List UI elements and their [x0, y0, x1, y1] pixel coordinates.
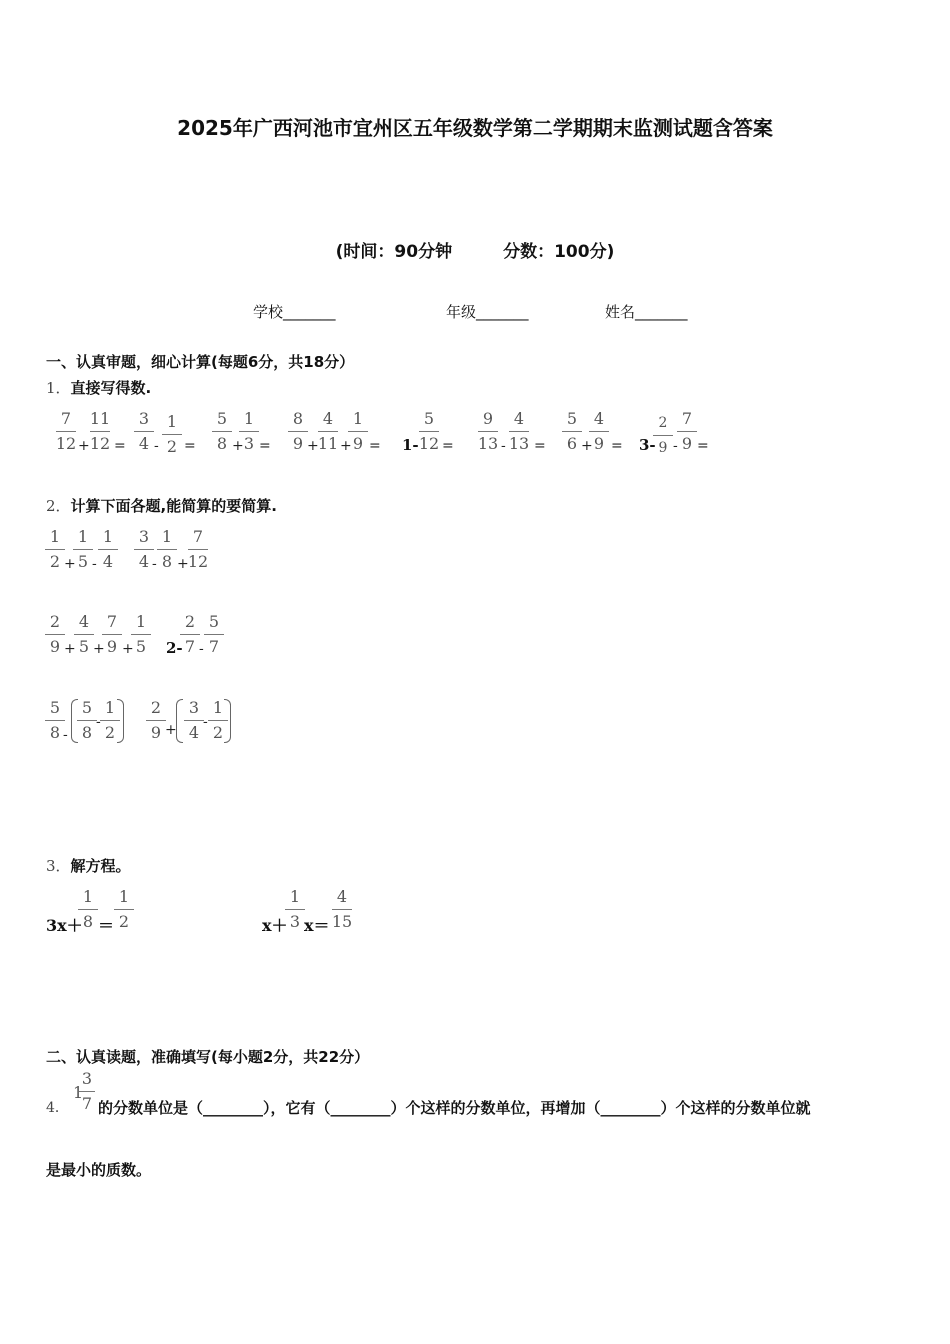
fraction: 9 13	[477, 409, 499, 453]
question-text: 的分数单位是（________），它有（________）个这样的分数单位，再增加（________）个这样的分数单位就	[98, 1099, 811, 1117]
equals: =	[184, 438, 196, 454]
fraction: 1 2	[160, 413, 184, 456]
operator: -	[199, 641, 204, 657]
q2-row-2	[0, 613, 950, 663]
question-text: 计算下面各题,能简算的要简算.	[70, 497, 277, 515]
page-title: 2025年广西河池市宜州区五年级数学第二学期期末监测试题含答案	[177, 116, 773, 140]
equals: =	[697, 438, 709, 454]
equals: =	[259, 438, 271, 454]
operator: +	[232, 438, 244, 454]
equals: =	[611, 438, 623, 454]
question-2	[46, 495, 277, 516]
operator: -	[673, 438, 678, 454]
fraction: 5 8	[75, 699, 99, 742]
operator: +	[122, 641, 134, 657]
q3-equations	[0, 888, 950, 938]
fraction: 5 7	[202, 613, 226, 656]
fraction: 2 7	[178, 613, 202, 656]
fraction: 11 12	[89, 409, 111, 453]
question-1	[46, 377, 151, 398]
fraction: 1 2	[98, 699, 122, 742]
question-number: 2．	[46, 497, 71, 515]
fraction: 4 11	[317, 409, 339, 453]
operator: -	[63, 727, 68, 743]
equation-text: x＋	[262, 916, 288, 935]
q2-row-3	[0, 699, 950, 749]
operator: +	[340, 438, 352, 454]
fraction: 2 9	[144, 699, 168, 742]
fraction: 7 9	[675, 410, 699, 453]
fraction: 3 4	[132, 410, 156, 453]
operator: +	[78, 438, 90, 454]
fraction: 4 15	[331, 887, 353, 931]
right-parenthesis	[224, 699, 231, 743]
q2-row-1	[0, 528, 950, 578]
question-3	[46, 855, 131, 876]
operator: -	[154, 438, 159, 454]
question-number: 1．	[46, 379, 71, 397]
fraction: 4 13	[508, 409, 530, 453]
operator: +	[64, 556, 76, 572]
operator: +	[177, 556, 189, 572]
operator: +	[307, 438, 319, 454]
school-field: 学校_______	[253, 303, 336, 321]
fraction: 5 8	[210, 410, 234, 453]
question-text: 直接写得数.	[70, 379, 152, 397]
name-field: 姓名_______	[605, 303, 688, 321]
section-2-heading: 二、认真读题，准确填写(每小题2分，共22分）	[46, 1048, 370, 1066]
fraction: 1 5	[129, 613, 153, 656]
grade-field: 年级_______	[446, 303, 529, 321]
exam-time-score: (时间：90分钟 分数：100分)	[335, 242, 615, 262]
fraction: 5 12	[418, 409, 440, 453]
whole-number: 2-	[166, 639, 183, 657]
mixed-whole: 1	[73, 1083, 84, 1102]
fraction: 1 2	[112, 888, 136, 931]
operator: -	[92, 556, 97, 572]
question-number: 3．	[46, 857, 71, 875]
fraction: 1 9	[346, 410, 370, 453]
fraction: 3 4	[132, 528, 156, 571]
fraction: 5 6	[560, 410, 584, 453]
fraction: 7 9	[100, 613, 124, 656]
question-4	[0, 1070, 950, 1120]
operator: +	[581, 438, 593, 454]
fraction: 1 2	[43, 528, 67, 571]
operator: -	[501, 438, 506, 454]
equation-text: ＝	[98, 916, 115, 935]
operator: +	[64, 641, 76, 657]
fraction: 1 8	[155, 528, 179, 571]
fraction: 1 4	[96, 528, 120, 571]
fraction: 1 5	[71, 528, 95, 571]
equals: =	[534, 438, 546, 454]
fraction: 1 3	[283, 888, 307, 931]
q1-items	[0, 410, 950, 460]
fraction: 2 9	[651, 414, 675, 457]
fraction: 1 8	[76, 888, 100, 931]
whole-number: 3-	[639, 436, 656, 454]
fraction: 1 3	[237, 410, 261, 453]
fraction: 8 9	[286, 410, 310, 453]
right-parenthesis	[117, 699, 124, 743]
equation-text: x＝	[304, 916, 330, 935]
equals: =	[369, 438, 381, 454]
equals: =	[114, 438, 126, 454]
operator: -	[152, 556, 157, 572]
question-text: 解方程。	[70, 857, 131, 875]
fraction: 3 7	[77, 1070, 97, 1113]
fraction: 4 5	[72, 613, 96, 656]
question-number: 4．	[46, 1100, 69, 1116]
operator: -	[203, 714, 208, 730]
operator: +	[165, 722, 177, 738]
equation-text: 3x＋	[46, 916, 83, 935]
whole-number: 1-	[402, 436, 419, 454]
fraction: 7 12	[187, 527, 209, 571]
operator: -	[96, 714, 101, 730]
operator: +	[93, 641, 105, 657]
fraction: 4 9	[587, 410, 611, 453]
fraction: 2 9	[43, 613, 67, 656]
equals: =	[442, 438, 454, 454]
fraction: 7 12	[55, 409, 77, 453]
fraction: 5 8	[43, 699, 67, 742]
section-1-heading: 一、认真审题，细心计算(每题6分，共18分）	[46, 353, 355, 371]
fraction: 3 4	[182, 699, 206, 742]
fraction: 1 2	[206, 699, 230, 742]
question-4-continued: 是最小的质数。	[46, 1161, 152, 1179]
